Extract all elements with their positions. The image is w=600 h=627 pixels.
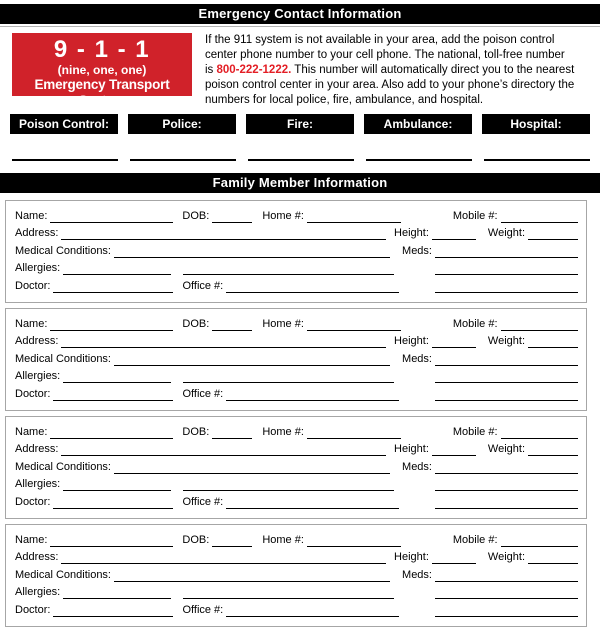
contact-column-fire xyxy=(246,114,354,161)
member-row-identity xyxy=(15,421,578,439)
dob-blank-line xyxy=(212,535,252,547)
member-row-identity xyxy=(15,529,578,547)
doctor-label: Doctor: xyxy=(15,603,51,616)
height-label: Height: xyxy=(394,335,429,347)
member-row-allergies xyxy=(15,258,578,276)
office-phone-blank-line xyxy=(226,605,399,617)
family-member-card xyxy=(5,416,587,519)
name-label: Name: xyxy=(15,425,48,438)
home-phone-label: Home #: xyxy=(262,317,304,330)
mobile-phone-blank-line xyxy=(501,535,578,547)
weight-blank-line xyxy=(528,228,578,240)
member-row-allergies xyxy=(15,582,578,600)
medical-conditions-label: Medical Conditions: xyxy=(15,244,111,257)
meds-blank-line xyxy=(435,246,578,258)
home-phone-label: Home #: xyxy=(262,209,304,222)
office-phone-label: Office #: xyxy=(182,279,224,292)
office-phone-blank-line xyxy=(226,497,399,509)
intro-section xyxy=(12,33,592,108)
meds-blank-line xyxy=(435,570,578,582)
contact-blank-line xyxy=(12,159,118,161)
allergies-blank-line-2 xyxy=(183,263,394,275)
meds-blank-line-3 xyxy=(435,389,578,401)
height-blank-line xyxy=(432,336,476,348)
meds-blank-line xyxy=(435,462,578,474)
allergies-blank-line xyxy=(63,371,171,383)
name-blank-line xyxy=(50,211,173,223)
911-emergency-box xyxy=(12,33,192,108)
dob-label: DOB: xyxy=(182,209,210,222)
family-section-title: Family Member Information xyxy=(212,175,388,190)
mobile-phone-label: Mobile #: xyxy=(452,209,498,222)
office-phone-blank-line xyxy=(226,281,399,293)
contact-column-ambulance xyxy=(364,114,472,161)
weight-label: Weight: xyxy=(487,551,525,563)
office-phone-label: Office #: xyxy=(182,495,224,508)
doctor-label: Doctor: xyxy=(15,495,51,508)
contact-blank-line xyxy=(484,159,590,161)
meds-blank-line-3 xyxy=(435,497,578,509)
meds-blank-line xyxy=(435,354,578,366)
meds-blank-line-2 xyxy=(435,587,578,599)
contact-label: Ambulance: xyxy=(364,114,472,134)
title-divider xyxy=(0,26,600,27)
address-blank-line xyxy=(61,336,386,348)
name-label: Name: xyxy=(15,533,48,546)
member-row-medical xyxy=(15,348,578,366)
911-system-label: Emergency Transport System xyxy=(34,77,170,108)
height-blank-line xyxy=(432,228,476,240)
medical-conditions-label: Medical Conditions: xyxy=(15,568,111,581)
contact-label: Fire: xyxy=(246,114,354,134)
member-row-doctor xyxy=(15,599,578,617)
contact-column-poison-control xyxy=(10,114,118,161)
allergies-blank-line xyxy=(63,263,171,275)
address-label: Address: xyxy=(15,227,59,239)
doctor-blank-line xyxy=(53,605,173,617)
meds-blank-line-2 xyxy=(435,263,578,275)
office-phone-blank-line xyxy=(226,389,399,401)
contact-label: Poison Control: xyxy=(10,114,118,134)
family-section-bar xyxy=(0,173,600,193)
member-row-address xyxy=(15,223,578,241)
allergies-label: Allergies: xyxy=(15,370,61,382)
member-row-address xyxy=(15,439,578,457)
family-member-card xyxy=(5,200,587,303)
name-blank-line xyxy=(50,535,173,547)
member-row-medical xyxy=(15,240,578,258)
allergies-label: Allergies: xyxy=(15,262,61,274)
family-members-list xyxy=(0,200,600,627)
intro-paragraph xyxy=(205,33,574,108)
911-number: 9 - 1 - 1 xyxy=(53,36,151,63)
dob-label: DOB: xyxy=(182,317,210,330)
address-label: Address: xyxy=(15,551,59,563)
member-row-address xyxy=(15,547,578,565)
medical-conditions-label: Medical Conditions: xyxy=(15,460,111,473)
weight-label: Weight: xyxy=(487,335,525,347)
medical-conditions-label: Medical Conditions: xyxy=(15,352,111,365)
member-row-identity xyxy=(15,205,578,223)
medical-conditions-blank-line xyxy=(114,462,390,474)
medical-conditions-blank-line xyxy=(114,246,390,258)
meds-label: Meds: xyxy=(402,352,432,365)
address-blank-line xyxy=(61,228,386,240)
member-row-doctor xyxy=(15,491,578,509)
family-member-card xyxy=(5,308,587,411)
mobile-phone-blank-line xyxy=(501,427,578,439)
contact-label: Police: xyxy=(128,114,236,134)
home-phone-label: Home #: xyxy=(262,425,304,438)
mobile-phone-label: Mobile #: xyxy=(452,317,498,330)
allergies-label: Allergies: xyxy=(15,478,61,490)
doctor-label: Doctor: xyxy=(15,387,51,400)
allergies-blank-line xyxy=(63,587,171,599)
meds-blank-line-3 xyxy=(435,281,578,293)
meds-blank-line-2 xyxy=(435,479,578,491)
medical-conditions-blank-line xyxy=(114,570,390,582)
page-title-bar xyxy=(0,4,600,24)
intro-line: If the 911 system is not available in your area, add the poison control xyxy=(205,34,555,46)
office-phone-label: Office #: xyxy=(182,603,224,616)
allergies-blank-line xyxy=(63,479,171,491)
doctor-blank-line xyxy=(53,281,173,293)
contact-blank-line xyxy=(130,159,236,161)
home-phone-blank-line xyxy=(307,427,401,439)
member-row-allergies xyxy=(15,366,578,384)
weight-blank-line xyxy=(528,552,578,564)
allergies-label: Allergies: xyxy=(15,586,61,598)
name-label: Name: xyxy=(15,209,48,222)
dob-blank-line xyxy=(212,319,252,331)
member-row-address xyxy=(15,331,578,349)
name-blank-line xyxy=(50,427,173,439)
contact-blank-line xyxy=(248,159,354,161)
address-label: Address: xyxy=(15,335,59,347)
name-blank-line xyxy=(50,319,173,331)
weight-blank-line xyxy=(528,336,578,348)
dob-blank-line xyxy=(212,427,252,439)
office-phone-label: Office #: xyxy=(182,387,224,400)
weight-label: Weight: xyxy=(487,227,525,239)
dob-label: DOB: xyxy=(182,425,210,438)
intro-line: poison control center in your area. Also add to your phone’s directory the xyxy=(205,79,575,91)
contact-blank-line xyxy=(366,159,472,161)
dob-label: DOB: xyxy=(182,533,210,546)
meds-label: Meds: xyxy=(402,568,432,581)
doctor-blank-line xyxy=(53,497,173,509)
family-member-card xyxy=(5,524,587,627)
weight-blank-line xyxy=(528,444,578,456)
emergency-contacts-row xyxy=(10,114,590,161)
home-phone-label: Home #: xyxy=(262,533,304,546)
medical-conditions-blank-line xyxy=(114,354,390,366)
intro-line: center phone number to your cell phone. The national, toll-free number xyxy=(205,49,565,61)
name-label: Name: xyxy=(15,317,48,330)
member-row-doctor xyxy=(15,275,578,293)
member-row-medical xyxy=(15,564,578,582)
doctor-label: Doctor: xyxy=(15,279,51,292)
mobile-phone-label: Mobile #: xyxy=(452,533,498,546)
member-row-medical xyxy=(15,456,578,474)
home-phone-blank-line xyxy=(307,535,401,547)
member-row-allergies xyxy=(15,474,578,492)
address-blank-line xyxy=(61,552,386,564)
meds-label: Meds: xyxy=(402,244,432,257)
911-words: (nine, one, one) xyxy=(57,63,147,77)
height-label: Height: xyxy=(394,443,429,455)
dob-blank-line xyxy=(212,211,252,223)
contact-column-police xyxy=(128,114,236,161)
allergies-blank-line-2 xyxy=(183,587,394,599)
member-row-doctor xyxy=(15,383,578,401)
address-blank-line xyxy=(61,444,386,456)
weight-label: Weight: xyxy=(487,443,525,455)
mobile-phone-blank-line xyxy=(501,319,578,331)
height-blank-line xyxy=(432,552,476,564)
mobile-phone-blank-line xyxy=(501,211,578,223)
meds-blank-line-2 xyxy=(435,371,578,383)
intro-line: is 800-222-1222. This number will automatically direct you to the nearest xyxy=(205,64,575,76)
height-label: Height: xyxy=(394,227,429,239)
contact-label: Hospital: xyxy=(482,114,590,134)
poison-control-phone-number: 800-222-1222. xyxy=(216,64,292,76)
meds-blank-line-3 xyxy=(435,605,578,617)
address-label: Address: xyxy=(15,443,59,455)
page-title: Emergency Contact Information xyxy=(198,6,402,21)
height-blank-line xyxy=(432,444,476,456)
contact-column-hospital xyxy=(482,114,590,161)
home-phone-blank-line xyxy=(307,211,401,223)
doctor-blank-line xyxy=(53,389,173,401)
mobile-phone-label: Mobile #: xyxy=(452,425,498,438)
home-phone-blank-line xyxy=(307,319,401,331)
intro-line: numbers for local police, fire, ambulance, and hospital. xyxy=(205,94,484,106)
allergies-blank-line-2 xyxy=(183,371,394,383)
allergies-blank-line-2 xyxy=(183,479,394,491)
meds-label: Meds: xyxy=(402,460,432,473)
member-row-identity xyxy=(15,313,578,331)
height-label: Height: xyxy=(394,551,429,563)
